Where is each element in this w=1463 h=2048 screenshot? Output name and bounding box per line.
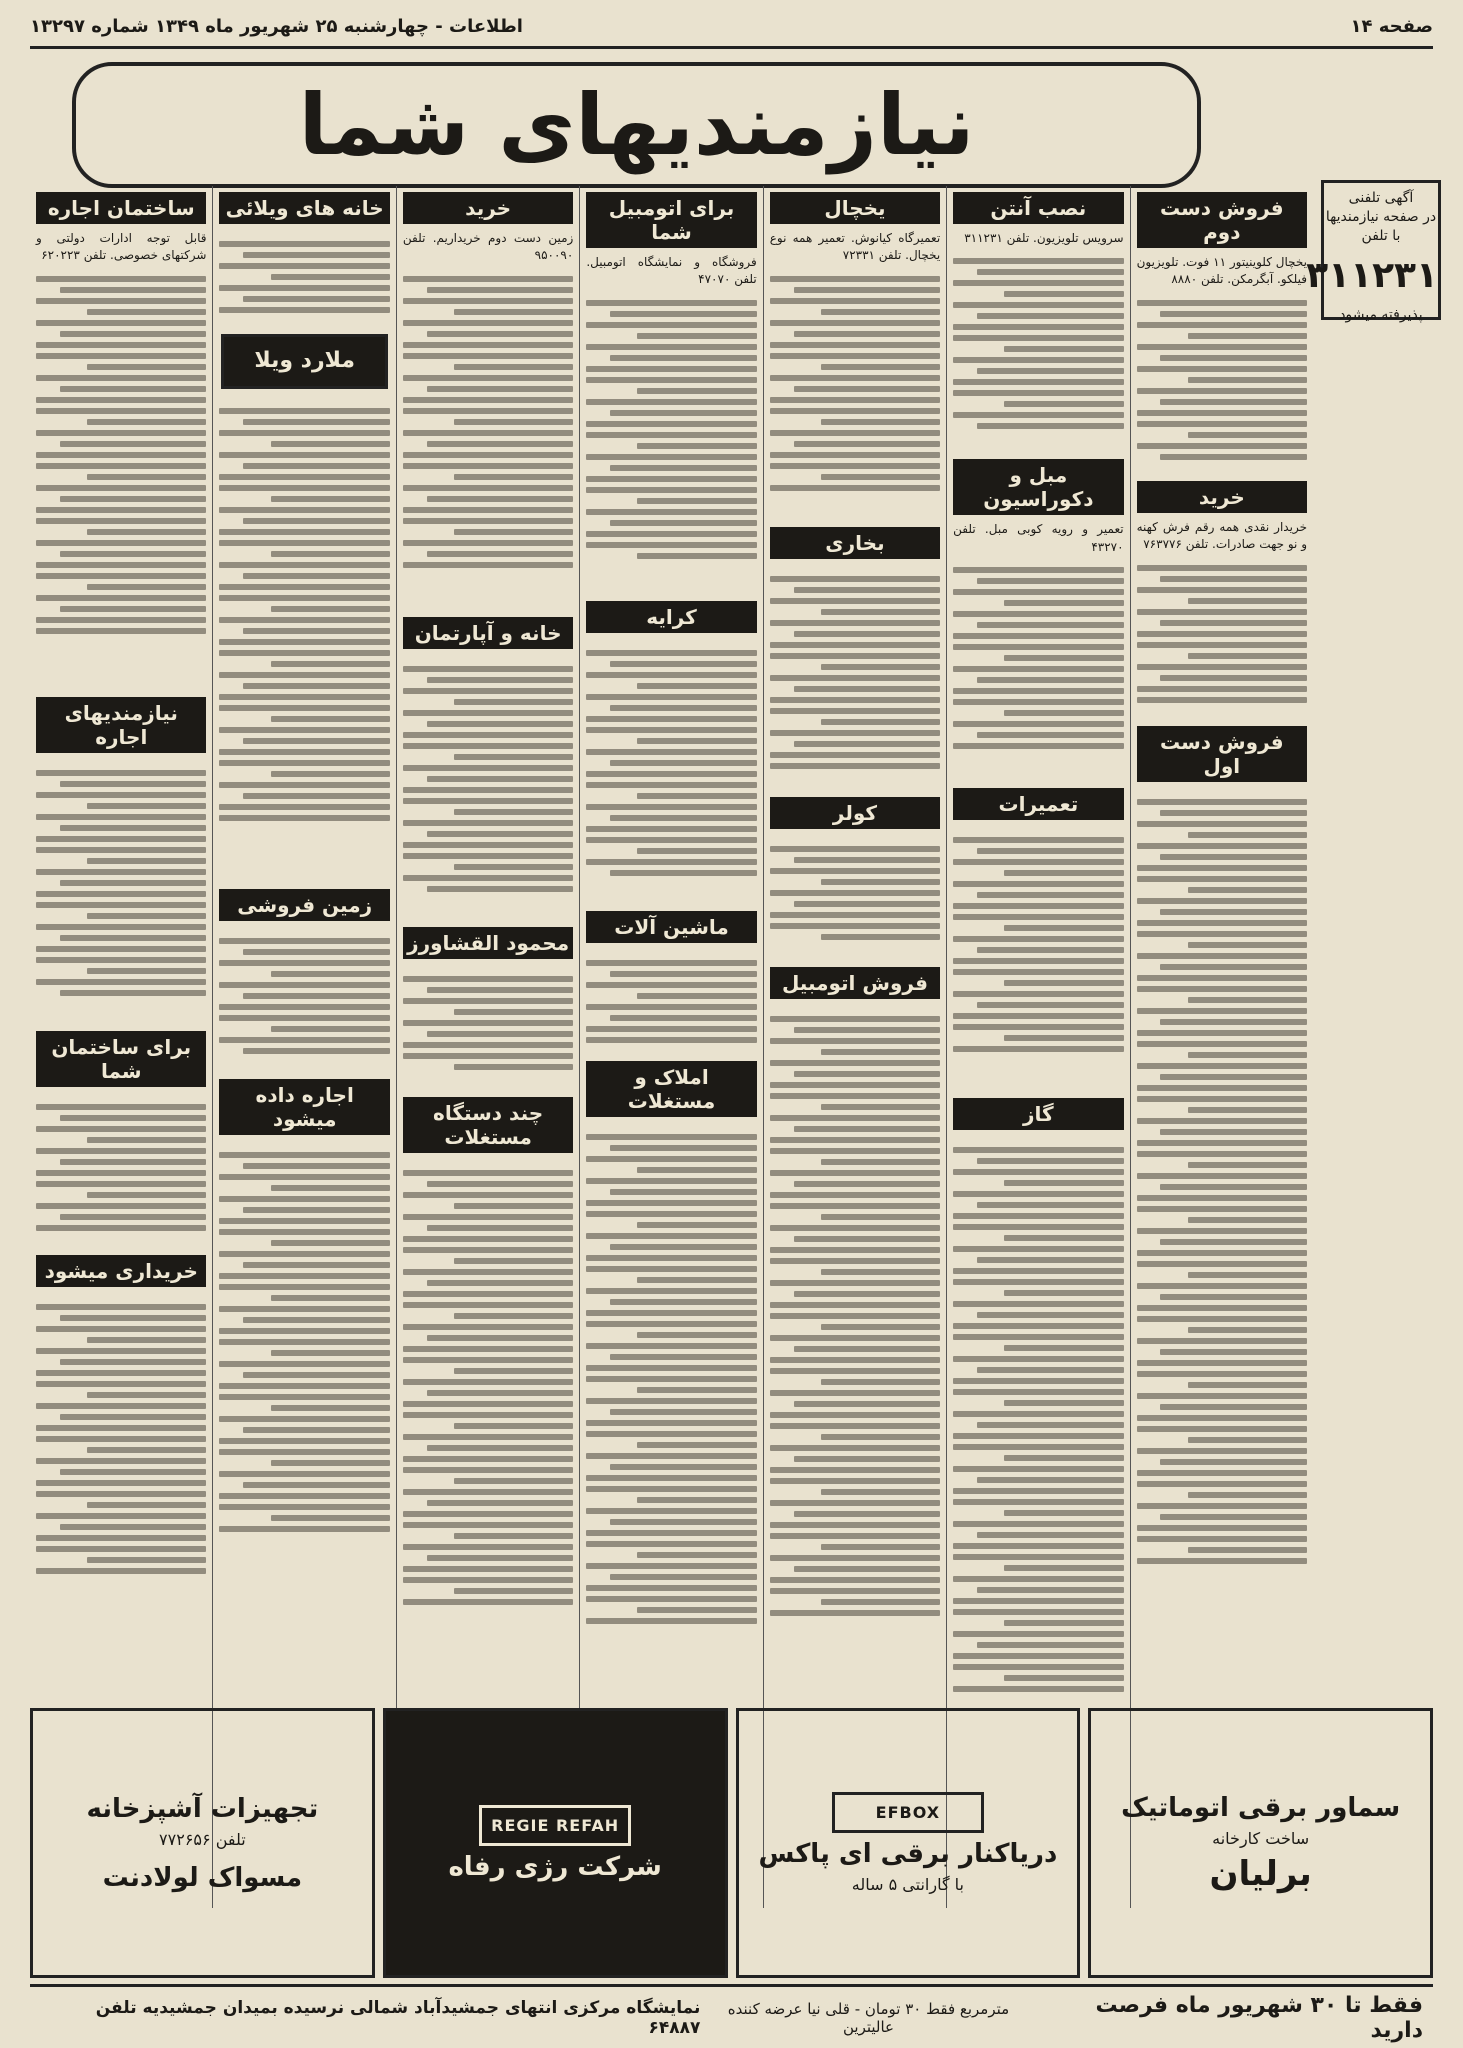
column-2 (946, 186, 1129, 1908)
section-heading: تعمیرات (953, 788, 1123, 820)
phone-box-line2: در صفحه نیازمندیها (1325, 208, 1437, 225)
kitchen-ad (30, 1708, 375, 1978)
section-heading: فروش اتومبیل (770, 967, 940, 999)
ad-text-block (953, 253, 1123, 453)
samovar-sub: ساخت کارخانه (1212, 1828, 1310, 1848)
section-heading: گاز (953, 1098, 1123, 1130)
ad-text-block (770, 571, 940, 791)
ad-text-block (1137, 560, 1307, 720)
section-heading: خانه های ویلائی (219, 192, 389, 224)
section-heading: کرایه (586, 601, 756, 633)
section-heading: خریداری میشود (36, 1255, 206, 1287)
section-heading: برای اتومبیل شما (586, 192, 756, 248)
ad-text-block (1137, 295, 1307, 475)
phone-box-line1: آگهی تلفنی (1348, 190, 1414, 206)
villa-ad: ملارد ویلا (221, 334, 387, 389)
section-heading: اجاره داده میشود (219, 1079, 389, 1135)
ad-text: خریدار نقدی همه رقم فرش کهنه و نو جهت صادرات. تلفن ۷۶۳۷۷۶ (1136, 519, 1307, 552)
phone-box-line3: با تلفن (1361, 227, 1401, 244)
kitchen-phone: تلفن ۷۷۲۶۵۶ (159, 1829, 246, 1849)
ad-text-block (219, 236, 389, 326)
phone-box-line4: پذیرفته میشود (1339, 307, 1423, 324)
ad-text-block (770, 271, 940, 521)
section-heading: برای ساختمان شما (36, 1031, 206, 1087)
toothbrush-title: مسواک لولادنت (102, 1862, 303, 1893)
section-heading: چند دستگاه مستغلات (403, 1097, 573, 1153)
samovar-brand: برلیان (1209, 1853, 1312, 1894)
section-heading: ساختمان اجاره (36, 192, 206, 224)
ad-text-block (403, 661, 573, 921)
footer-left: نمایشگاه مرکزی انتهای جمشیدآباد شمالی نرسیده بمیدان جمشیدیه تلفن ۶۴۸۸۷ (95, 1997, 701, 2038)
efbox-logo: EFBOX (832, 1792, 984, 1833)
section-heading: زمین فروشی (219, 889, 389, 921)
ad-text-block (586, 955, 756, 1055)
masthead: نیازمندیهای شما (72, 62, 1201, 188)
ad-text: تعمیرگاه کیانوش. تعمیر همه نوع یخچال. تلفن ۷۲۳۳۱ (769, 231, 941, 263)
ad-text: فروشگاه و نمایشگاه اتومبیل. تلفن ۴۷۰۷۰ (586, 255, 757, 287)
ad-columns (30, 186, 1313, 1908)
samovar-ad (1088, 1708, 1433, 1978)
section-heading: ماشین آلات (586, 911, 756, 943)
page-label: صفحه ۱۴ (1350, 15, 1433, 37)
column-4 (579, 186, 762, 1908)
ad-text: یخچال کلوینیتور ۱۱ فوت. تلویزیون فیلکو. آبگرمکن. تلفن ۸۸۸۰ (1136, 255, 1308, 287)
ad-text-block (403, 271, 573, 611)
column-5 (396, 186, 579, 1908)
ad-text: قابل توجه ادارات دولتی و شرکتهای خصوصی. تلفن ۶۲۰۲۲۳ (36, 231, 207, 263)
ad-text-block (953, 562, 1123, 782)
phone-box-number: ۳۱۱۲۳۱ (1306, 254, 1438, 296)
section-heading: نصب آنتن (953, 192, 1123, 224)
ad-text: سرویس تلویزیون. تلفن ۳۱۱۲۳۱ (964, 231, 1124, 245)
samovar-title: سماور برقی اتوماتیک (1121, 1792, 1401, 1823)
ad-text-block (770, 841, 940, 961)
column-7 (30, 186, 212, 1908)
section-heading: خرید (403, 192, 573, 224)
ad-text-block (36, 271, 206, 691)
regie-refah-ad (383, 1708, 728, 1978)
ad-text-block (586, 645, 756, 905)
footer-right: فقط تا ۳۰ شهریور ماه فرصت دارید (1095, 1992, 1423, 2043)
ad-text-block (403, 971, 573, 1091)
footer (30, 1984, 1433, 2048)
kitchen-title: تجهیزات آشپزخانه (86, 1793, 319, 1824)
section-heading: مبل و دکوراسیون (953, 459, 1123, 515)
column-1 (1130, 186, 1313, 1908)
display-ads (30, 1708, 1433, 1978)
efbox-title: دریاکنار برقی ای پاکس (758, 1839, 1058, 1869)
section-heading: بخاری (770, 527, 940, 559)
ad-text: تعمیر و رویه کوبی مبل. تلفن ۴۳۲۷۰ (953, 522, 1124, 554)
efbox-ad (736, 1708, 1081, 1978)
ad-text-block (219, 403, 389, 883)
phone-box (1306, 180, 1441, 324)
regie-title: شرکت رژی رفاه (448, 1851, 662, 1882)
ad-text: زمین دست دوم خریداریم. تلفن ۹۵۰۰۹۰ (402, 231, 574, 263)
section-heading: فروش دست اول (1137, 726, 1307, 782)
ad-text-block (586, 295, 756, 595)
section-heading: نیازمندیهای اجاره (36, 697, 206, 753)
ad-text-block (953, 832, 1123, 1092)
section-heading: یخچال (770, 192, 940, 224)
section-heading: املاک و مستغلات (586, 1061, 756, 1117)
section-heading: کولر (770, 797, 940, 829)
section-heading: خانه و آپارتمان (403, 617, 573, 649)
regie-logo: REGIE REFAH (479, 1805, 631, 1846)
issue-line: اطلاعات - چهارشنبه ۲۵ شهریور ماه ۱۳۴۹ شماره ۱۳۲۹۷ (30, 15, 523, 37)
ad-text-block (36, 1099, 206, 1249)
column-6 (212, 186, 395, 1908)
efbox-sub: با گارانتی ۵ ساله (851, 1875, 964, 1894)
footer-middle: مترمربع فقط ۳۰ تومان - قلی نیا عرضه کننده عالیترین (727, 1999, 1010, 2036)
ad-text-block (219, 933, 389, 1073)
top-line (30, 6, 1433, 49)
section-heading: خرید (1137, 481, 1307, 513)
section-heading: فروش دست دوم (1137, 192, 1307, 248)
section-heading: محمود القشاورز (403, 927, 573, 959)
column-3 (763, 186, 946, 1908)
ad-text-block (36, 765, 206, 1025)
